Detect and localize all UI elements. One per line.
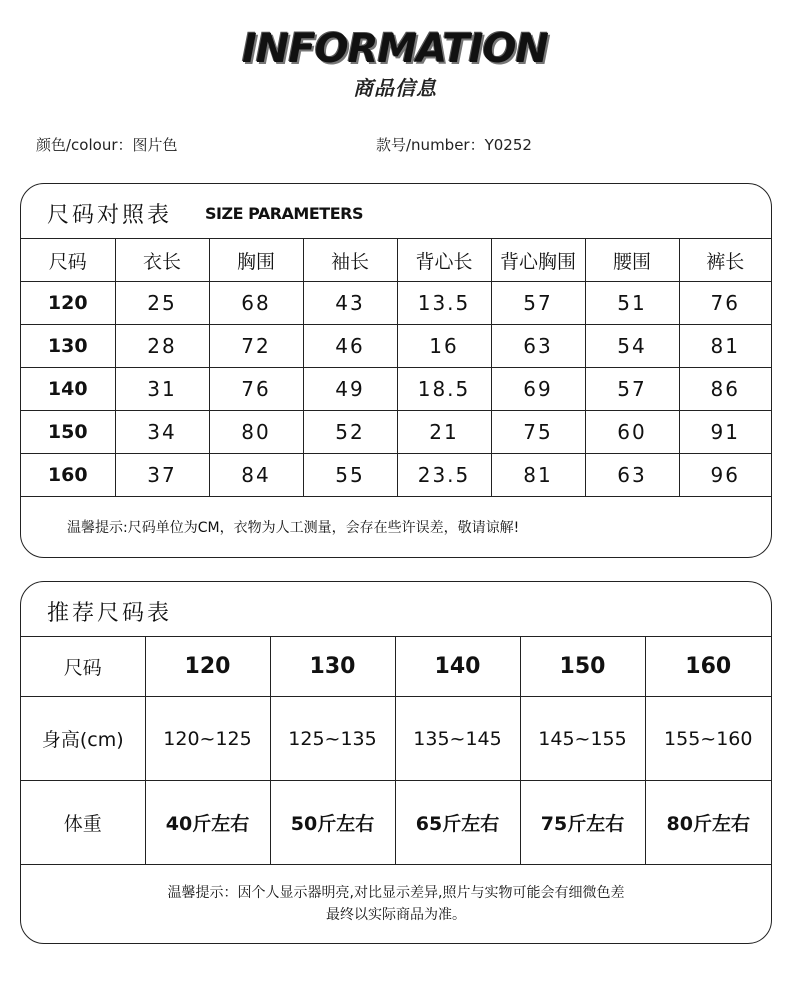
table-cell: 57 <box>585 368 679 411</box>
column-header: 衣长 <box>115 239 209 282</box>
weight-cell: 50斤左右 <box>270 781 395 865</box>
height-cell: 125~135 <box>270 697 395 781</box>
table-cell: 81 <box>679 325 771 368</box>
page-subtitle: 商品信息 <box>353 76 437 100</box>
column-header: 背心胸围 <box>491 239 585 282</box>
column-header: 裤长 <box>679 239 771 282</box>
page-title: INFORMATION <box>241 26 549 72</box>
recommend-height-row <box>21 697 771 781</box>
size-cell: 140 <box>21 368 115 411</box>
table-cell: 72 <box>209 325 303 368</box>
recommend-tip-line2: 最终以实际商品为准。 <box>326 907 466 923</box>
row-label: 体重 <box>21 781 145 865</box>
table-cell: 63 <box>585 454 679 497</box>
table-cell: 55 <box>303 454 397 497</box>
table-cell: 80 <box>209 411 303 454</box>
recommend-size-row <box>21 637 771 697</box>
table-cell: 76 <box>679 282 771 325</box>
size-header: 120 <box>145 637 270 697</box>
table-cell: 37 <box>115 454 209 497</box>
recommend-table <box>21 637 771 865</box>
table-cell: 31 <box>115 368 209 411</box>
table-cell: 57 <box>491 282 585 325</box>
table-cell: 23.5 <box>397 454 491 497</box>
table-cell: 25 <box>115 282 209 325</box>
size-chart-table <box>21 239 771 497</box>
table-cell: 91 <box>679 411 771 454</box>
size-header: 130 <box>270 637 395 697</box>
column-header: 胸围 <box>209 239 303 282</box>
recommend-tip <box>21 882 771 926</box>
table-cell: 54 <box>585 325 679 368</box>
size-header: 140 <box>395 637 520 697</box>
size-cell: 160 <box>21 454 115 497</box>
table-cell: 69 <box>491 368 585 411</box>
column-header: 袖长 <box>303 239 397 282</box>
size-chart-header <box>21 184 771 239</box>
table-row <box>21 454 771 497</box>
table-cell: 63 <box>491 325 585 368</box>
table-cell: 34 <box>115 411 209 454</box>
table-row <box>21 325 771 368</box>
table-cell: 43 <box>303 282 397 325</box>
weight-cell: 40斤左右 <box>145 781 270 865</box>
table-cell: 13.5 <box>397 282 491 325</box>
table-cell: 81 <box>491 454 585 497</box>
column-header: 背心长 <box>397 239 491 282</box>
table-cell: 68 <box>209 282 303 325</box>
table-cell: 49 <box>303 368 397 411</box>
size-cell: 130 <box>21 325 115 368</box>
size-cell: 120 <box>21 282 115 325</box>
table-header-row <box>21 239 771 282</box>
row-label: 尺码 <box>21 637 145 697</box>
row-label: 身高(cm) <box>21 697 145 781</box>
recommend-title: 推荐尺码表 <box>47 601 173 626</box>
size-chart-tip: 温馨提示:尺码单位为CM，衣物为人工测量，会存在些许误差，敬请谅解! <box>67 520 520 536</box>
recommend-header <box>21 582 771 637</box>
size-header: 160 <box>645 637 771 697</box>
table-row <box>21 282 771 325</box>
table-cell: 60 <box>585 411 679 454</box>
column-header: 腰围 <box>585 239 679 282</box>
size-cell: 150 <box>21 411 115 454</box>
table-cell: 16 <box>397 325 491 368</box>
size-header: 150 <box>520 637 645 697</box>
height-cell: 135~145 <box>395 697 520 781</box>
size-chart-title: 尺码对照表 <box>47 203 173 228</box>
number-info: 款号/number：Y0252 <box>376 136 532 154</box>
table-cell: 21 <box>397 411 491 454</box>
height-cell: 145~155 <box>520 697 645 781</box>
table-cell: 18.5 <box>397 368 491 411</box>
table-cell: 51 <box>585 282 679 325</box>
table-cell: 84 <box>209 454 303 497</box>
table-cell: 75 <box>491 411 585 454</box>
height-cell: 120~125 <box>145 697 270 781</box>
table-cell: 52 <box>303 411 397 454</box>
recommend-weight-row <box>21 781 771 865</box>
size-chart-title-en: SIZE PARAMETERS <box>205 204 363 223</box>
table-row <box>21 368 771 411</box>
height-cell: 155~160 <box>645 697 771 781</box>
weight-cell: 75斤左右 <box>520 781 645 865</box>
recommend-tip-line1: 温馨提示：因个人显示器明亮,对比显示差异,照片与实物可能会有细微色差 <box>167 885 625 901</box>
table-cell: 28 <box>115 325 209 368</box>
table-cell: 86 <box>679 368 771 411</box>
size-chart-panel <box>20 183 772 558</box>
table-cell: 46 <box>303 325 397 368</box>
weight-cell: 80斤左右 <box>645 781 771 865</box>
table-cell: 96 <box>679 454 771 497</box>
table-cell: 76 <box>209 368 303 411</box>
table-row <box>21 411 771 454</box>
recommend-panel <box>20 581 772 944</box>
color-info: 颜色/colour：图片色 <box>36 136 178 154</box>
weight-cell: 65斤左右 <box>395 781 520 865</box>
column-header: 尺码 <box>21 239 115 282</box>
